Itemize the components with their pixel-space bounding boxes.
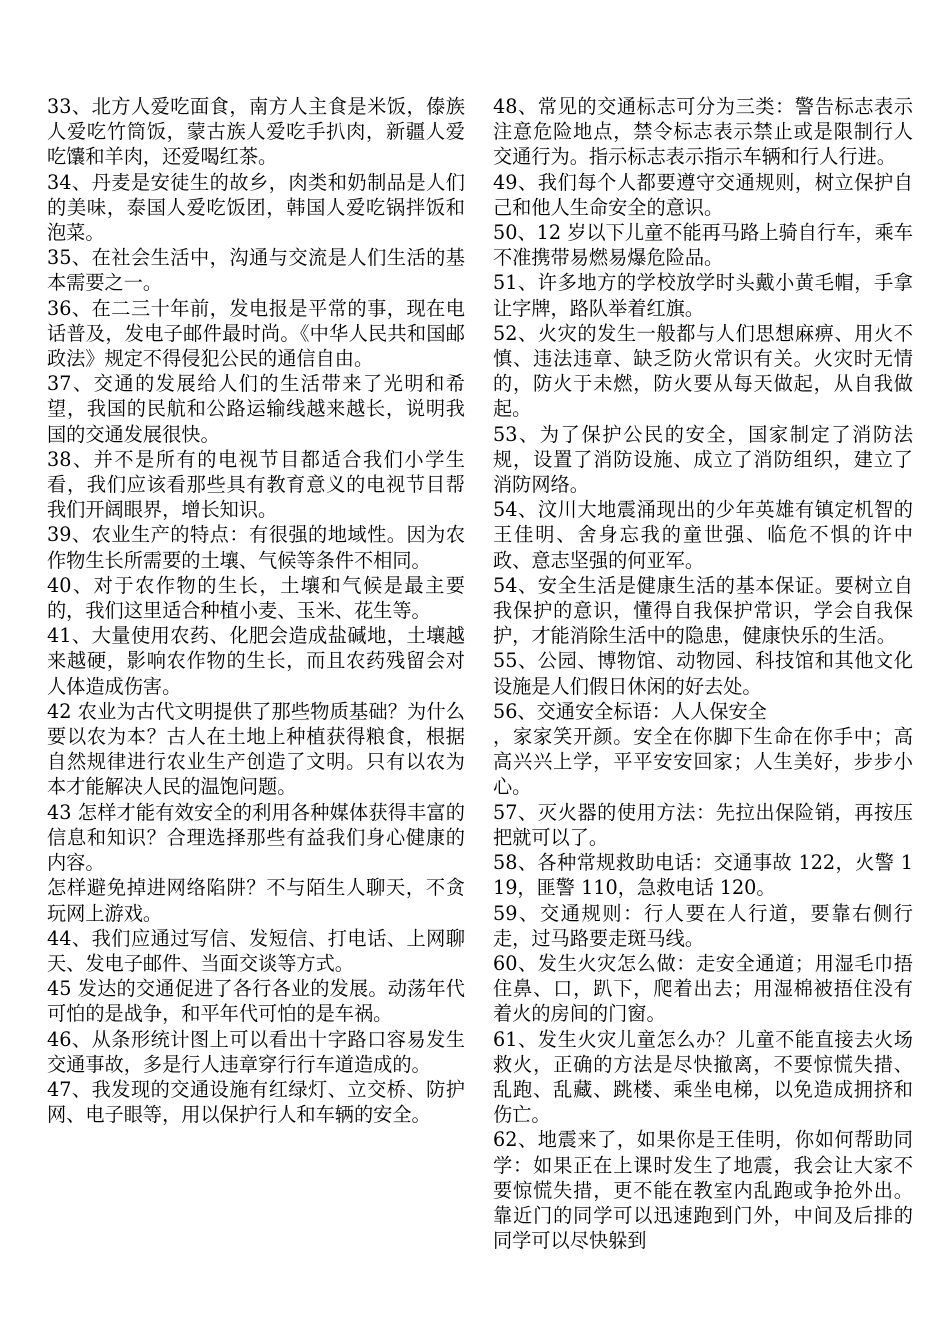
item-38: 38、并不是所有的电视节目都适合我们小学生看，我们应该看那些具有教育意义的电视节目帮我们开阔眼界，增长知识。	[47, 447, 465, 522]
item-44: 44、我们应通过写信、发短信、打电话、上网聊天、发电子邮件、当面交谈等方式。	[47, 926, 465, 975]
item-54b: 54、安全生活是健康生活的基本保证。要树立自我保护的意识，懂得自我保护常识，学会自我保护，才能消除生活中的隐患，健康快乐的生活。	[493, 573, 913, 648]
item-57: 57、灭火器的使用方法：先拉出保险销，再按压把就可以了。	[493, 800, 913, 849]
item-58: 58、各种常规救助电话：交通事故 122，火警 119，匪警 110，急救电话 120。	[493, 851, 913, 900]
item-34: 34、丹麦是安徒生的故乡，肉类和奶制品是人们的美味，泰国人爱吃饭团，韩国人爱吃锅拌饭和泡菜。	[47, 170, 465, 245]
item-54a: 54、汶川大地震涌现出的少年英雄有镇定机智的王佳明、舍身忘我的童世强、临危不惧的许中政、意志坚强的何亚军。	[493, 498, 913, 572]
item-51: 51、许多地方的学校放学时头戴小黄毛帽，手拿让字牌，路队举着红旗。	[493, 271, 913, 320]
item-56: 56、交通安全标语：人人保安全	[493, 699, 767, 723]
item-52: 52、火灾的发生一般都与人们思想麻痹、用火不慎、违法违章、缺乏防火常识有关。火灾时无情的，防火于未燃，防火要从每天做起，从自我做起。	[493, 321, 913, 421]
item-48: 48、常见的交通标志可分为三类：警告标志表示注意危险地点，禁令标志表示禁止或是限制行人交通行为。指示标志表示指示车辆和行人行进。	[493, 95, 913, 169]
item-59: 59、交通规则：行人要在人行道，要靠右侧行走，过马路要走斑马线。	[493, 901, 913, 950]
item-39: 39、农业生产的特点：有很强的地域性。因为农作物生长所需要的土壤、气候等条件不相同。	[47, 523, 465, 572]
item-61: 61、发生火灾儿童怎么办？儿童不能直接去火场救火，正确的方法是尽快撤离，不要惊慌失措、乱跑、乱藏、跳楼、乘坐电梯，以免造成拥挤和伤亡。	[493, 1027, 913, 1127]
item-42: 42 农业为古代文明提供了那些物质基础？为什么要以农为本？古人在土地上种植获得粮食，根据自然规律进行农业生产创造了文明。只有以农为本才能解决人民的温饱问题。	[47, 699, 465, 799]
item-41: 41、大量使用农药、化肥会造成盐碱地，土壤越来越硬，影响农作物的生长，而且农药残留会对人体造成伤害。	[47, 624, 465, 698]
item-60: 60、发生火灾怎么做：走安全通道；用湿毛巾捂住鼻、口，趴下，爬着出去；用湿棉被捂住没有着火的房间的门窗。	[493, 951, 913, 1026]
item-50: 50、12 岁以下儿童不能再马路上骑自行车，乘车不准携带易燃易爆危险品。	[493, 221, 913, 270]
item-33: 33、北方人爱吃面食，南方人主食是米饭，傣族人爱吃竹筒饭，蒙古族人爱吃手扒肉，新疆人爱吃馕和羊肉，还爱喝红茶。	[47, 95, 465, 169]
item-47: 47、我发现的交通设施有红绿灯、立交桥、防护网、电子眼等，用以保护行人和车辆的安全。	[47, 1077, 465, 1127]
item-56-continued: ，家家笑开颜。安全在你脚下生命在你手中；高高兴兴上学，平平安安回家；人生美好，步步小心。	[493, 725, 913, 799]
right-text-column	[493, 94, 913, 1253]
item-40: 40、对于农作物的生长，土壤和气候是最主要的，我们这里适合种植小麦、玉米、花生等。	[47, 573, 465, 623]
item-46: 46、从条形统计图上可以看出十字路口容易发生交通事故，多是行人违章穿行行车道造成的。	[47, 1027, 465, 1076]
item-43: 43 怎样才能有效安全的利用各种媒体获得丰富的信息和知识？合理选择那些有益我们身心健康的内容。	[47, 800, 465, 875]
item-53: 53、为了保护公民的安全，国家制定了消防法规，设置了消防设施、成立了消防组织，建立了消防网络。	[493, 422, 913, 497]
left-text-column	[47, 94, 465, 1127]
item-45: 45 发达的交通促进了各行各业的发展。动荡年代可怕的是战争，和平年代可怕的是车祸。	[47, 977, 465, 1026]
item-43-continued: 怎样避免掉进网络陷阱？不与陌生人聊天，不贪玩网上游戏。	[47, 876, 465, 925]
item-35: 35、在社会生活中，沟通与交流是人们生活的基本需要之一。	[47, 246, 465, 295]
item-62: 62、地震来了，如果你是王佳明，你如何帮助同学：如果正在上课时发生了地震，我会让大家不要惊慌失措，更不能在教室内乱跑或争抢外出。靠近门的同学可以迅速跑到门外，中间及后排的同学可以尽快躲到	[493, 1128, 913, 1253]
item-36: 36、在二三十年前，发电报是平常的事，现在电话普及，发电子邮件最时尚。《中华人民共和国邮政法》规定不得侵犯公民的通信自由。	[47, 296, 465, 371]
item-49: 49、我们每个人都要遵守交通规则，树立保护自己和他人生命安全的意识。	[493, 170, 913, 219]
item-37: 37、交通的发展给人们的生活带来了光明和希望，我国的民航和公路运输线越来越长，说明我国的交通发展很快。	[47, 372, 465, 446]
item-55: 55、公园、博物馆、动物园、科技馆和其他文化设施是人们假日休闲的好去处。	[493, 649, 913, 698]
